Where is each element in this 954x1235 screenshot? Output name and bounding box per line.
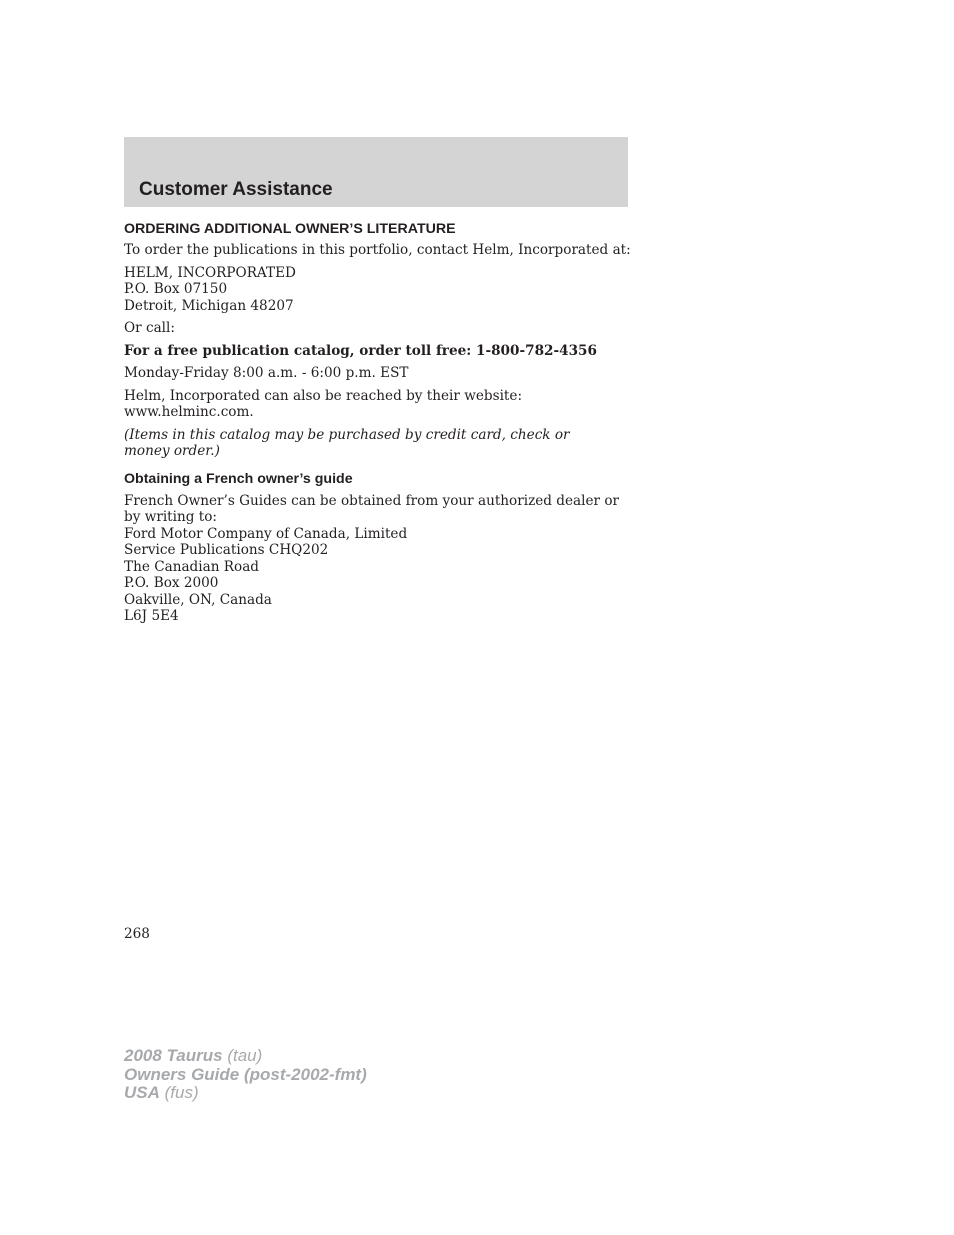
french-guide-text xyxy=(124,493,628,625)
french-line: Oakville, ON, Canada xyxy=(124,591,272,608)
french-guide-heading: Obtaining a French owner’s guide xyxy=(124,470,353,487)
website-line: Helm, Incorporated can also be reached by their website: xyxy=(124,387,523,404)
french-line: P.O. Box 2000 xyxy=(124,575,219,591)
section-title: Customer Assistance xyxy=(139,179,333,200)
website-url: www.helminc.com. xyxy=(124,404,254,420)
ordering-intro: To order the publications in this portfolio, contact Helm, Incorporated at: xyxy=(124,242,631,258)
address-line: Detroit, Michigan 48207 xyxy=(124,297,294,314)
helm-address xyxy=(124,265,628,315)
ordering-heading: ORDERING ADDITIONAL OWNER’S LITERATURE xyxy=(124,221,456,237)
french-line: French Owner’s Guides can be obtained from your authorized dealer or xyxy=(124,492,620,509)
toll-free-line: For a free publication catalog, order toll free: 1-800-782-4356 xyxy=(124,342,597,359)
catalog-note xyxy=(124,427,628,460)
footer-market-row xyxy=(124,1084,367,1103)
footer-model: 2008 Taurus xyxy=(124,1046,223,1065)
french-line: by writing to: xyxy=(124,509,217,525)
footer-market-code: (fus) xyxy=(164,1083,199,1102)
page-number: 268 xyxy=(124,926,150,942)
note-line: (Items in this catalog may be purchased by credit card, check or xyxy=(124,426,570,443)
hours-text: Monday-Friday 8:00 a.m. - 6:00 p.m. EST xyxy=(124,365,409,381)
footer-model-code: (tau) xyxy=(227,1046,263,1065)
french-line: L6J 5E4 xyxy=(124,608,179,624)
french-line: Service Publications CHQ202 xyxy=(124,542,329,558)
footer-model-row xyxy=(124,1047,367,1066)
address-line: HELM, INCORPORATED xyxy=(124,264,296,281)
french-line: Ford Motor Company of Canada, Limited xyxy=(124,525,408,542)
note-line: money order.) xyxy=(124,443,220,459)
french-line: The Canadian Road xyxy=(124,558,260,575)
or-call-text: Or call: xyxy=(124,320,175,336)
website-text xyxy=(124,388,628,421)
footer-guide: Owners Guide (post-2002-fmt) xyxy=(124,1064,367,1084)
page-content xyxy=(124,220,631,625)
footer-market: USA xyxy=(124,1083,160,1102)
section-header-band xyxy=(124,137,628,207)
footer-guide-row xyxy=(124,1066,367,1085)
document-footer xyxy=(124,1047,367,1103)
address-line: P.O. Box 07150 xyxy=(124,281,228,297)
